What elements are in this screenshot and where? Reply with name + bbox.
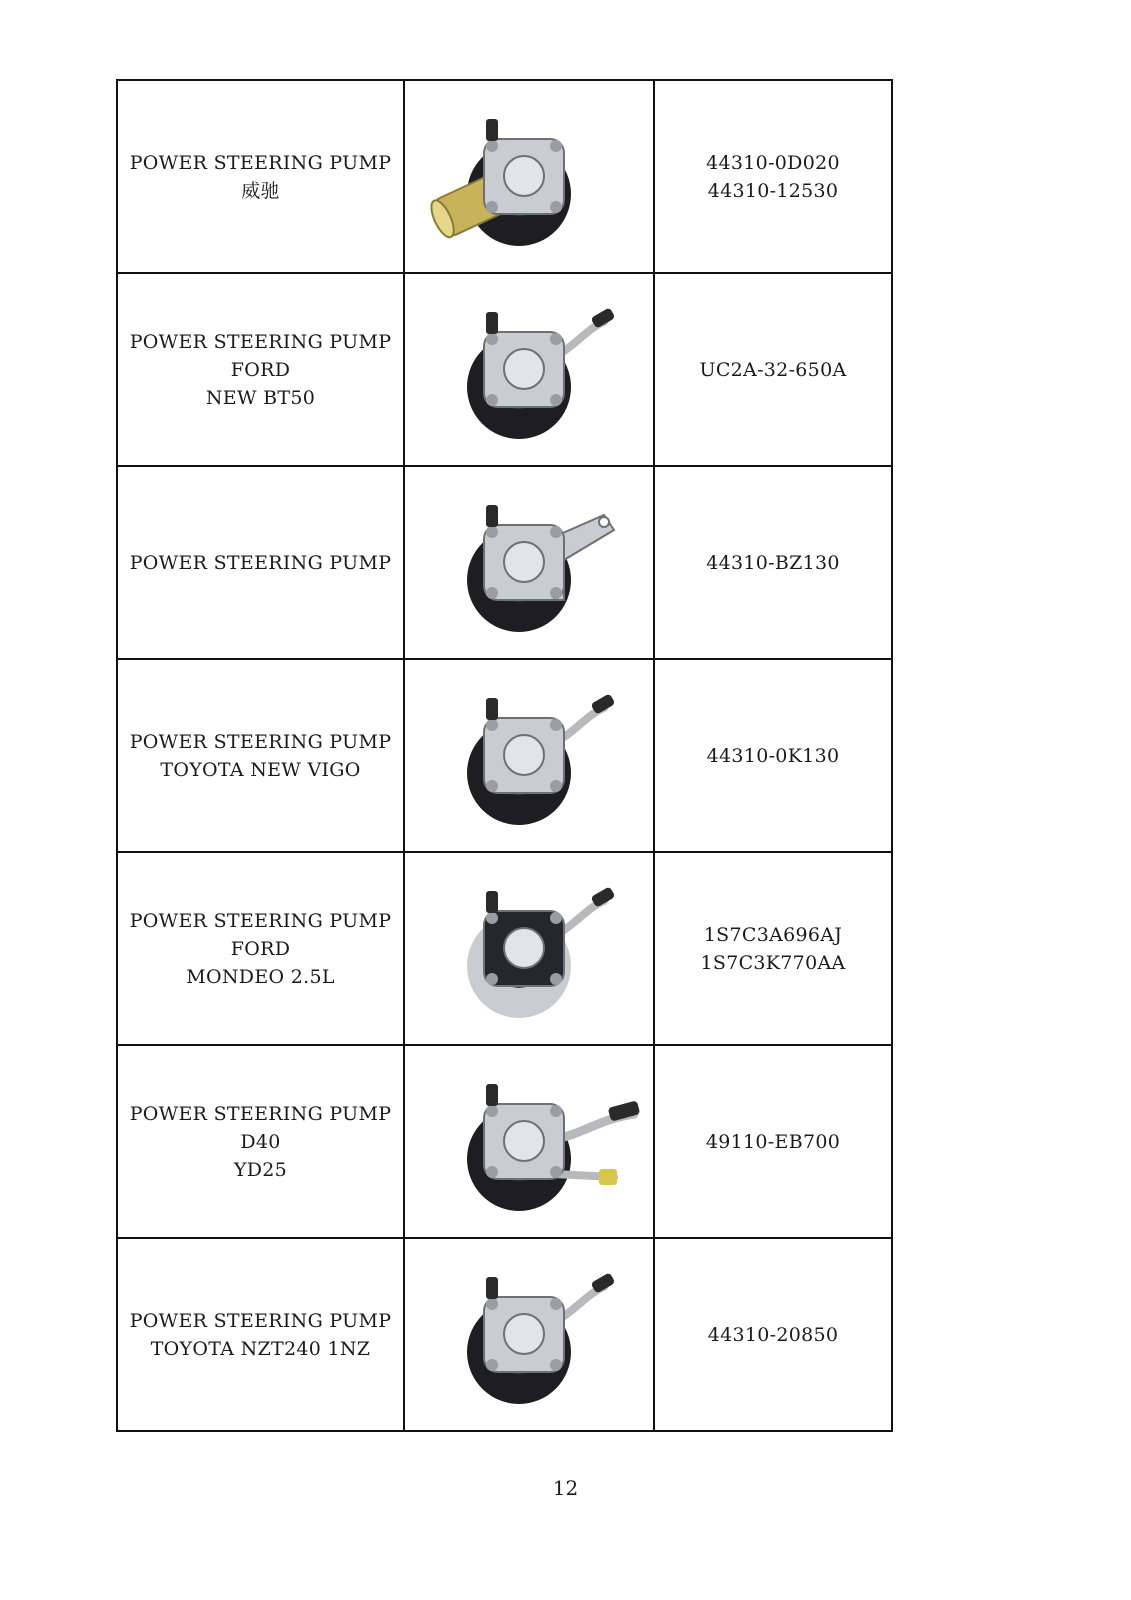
- part-image-cell: [404, 1238, 654, 1431]
- part-code-cell: [654, 1238, 892, 1431]
- part-name-cell: [117, 273, 404, 466]
- part-code-cell: [654, 659, 892, 852]
- page-number: 12: [552, 1476, 579, 1500]
- part-code-cell: [654, 80, 892, 273]
- part-name: POWER STEERING PUMP: [129, 551, 392, 574]
- table-row: [117, 1238, 892, 1431]
- part-image-cell: [404, 80, 654, 273]
- parts-table: [116, 79, 893, 1432]
- part-name-cell: [117, 1238, 404, 1431]
- table-row: [117, 466, 892, 659]
- power-steering-pump-image: [405, 673, 653, 838]
- part-code-cell: [654, 852, 892, 1045]
- part-number: 44310-12530: [707, 179, 839, 202]
- part-number: 44310-0K130: [706, 744, 840, 767]
- table-row: [117, 852, 892, 1045]
- part-name: POWER STEERING PUMP FORD MONDEO 2.5L: [129, 909, 392, 988]
- table-row: [117, 659, 892, 852]
- power-steering-pump-with-hose-image: [405, 1059, 653, 1224]
- part-number: 44310-0D020: [706, 151, 840, 174]
- part-name-cell: [117, 1045, 404, 1238]
- part-name: POWER STEERING PUMP FORD NEW BT50: [129, 330, 392, 409]
- part-name-cell: [117, 852, 404, 1045]
- parts-table-body: [117, 80, 892, 1431]
- part-image-cell: [404, 273, 654, 466]
- part-number: UC2A-32-650A: [699, 358, 847, 381]
- part-name: POWER STEERING PUMP 威驰: [129, 151, 392, 202]
- power-steering-pump-image: [405, 287, 653, 452]
- table-row: [117, 80, 892, 273]
- table-row: [117, 1045, 892, 1238]
- part-name-cell: [117, 466, 404, 659]
- part-image-cell: [404, 659, 654, 852]
- part-name: POWER STEERING PUMP TOYOTA NEW VIGO: [129, 730, 392, 781]
- part-code-cell: [654, 466, 892, 659]
- part-number: 1S7C3A696AJ: [703, 923, 843, 946]
- power-steering-pump-image: [405, 1252, 653, 1417]
- part-number: 44310-20850: [707, 1323, 839, 1346]
- black-power-steering-pump-image: [405, 866, 653, 1031]
- part-number: 49110-EB700: [705, 1130, 841, 1153]
- part-number: 44310-BZ130: [706, 551, 840, 574]
- part-image-cell: [404, 852, 654, 1045]
- power-steering-pump-with-reservoir-image: [405, 94, 653, 259]
- part-image-cell: [404, 1045, 654, 1238]
- part-number: 1S7C3K770AA: [700, 951, 846, 974]
- part-code-cell: [654, 273, 892, 466]
- part-name-cell: [117, 80, 404, 273]
- part-image-cell: [404, 466, 654, 659]
- table-row: [117, 273, 892, 466]
- power-steering-pump-with-bracket-image: [405, 480, 653, 645]
- part-name: POWER STEERING PUMP TOYOTA NZT240 1NZ: [129, 1309, 392, 1360]
- part-name: POWER STEERING PUMP D40 YD25: [129, 1102, 392, 1181]
- part-code-cell: [654, 1045, 892, 1238]
- part-name-cell: [117, 659, 404, 852]
